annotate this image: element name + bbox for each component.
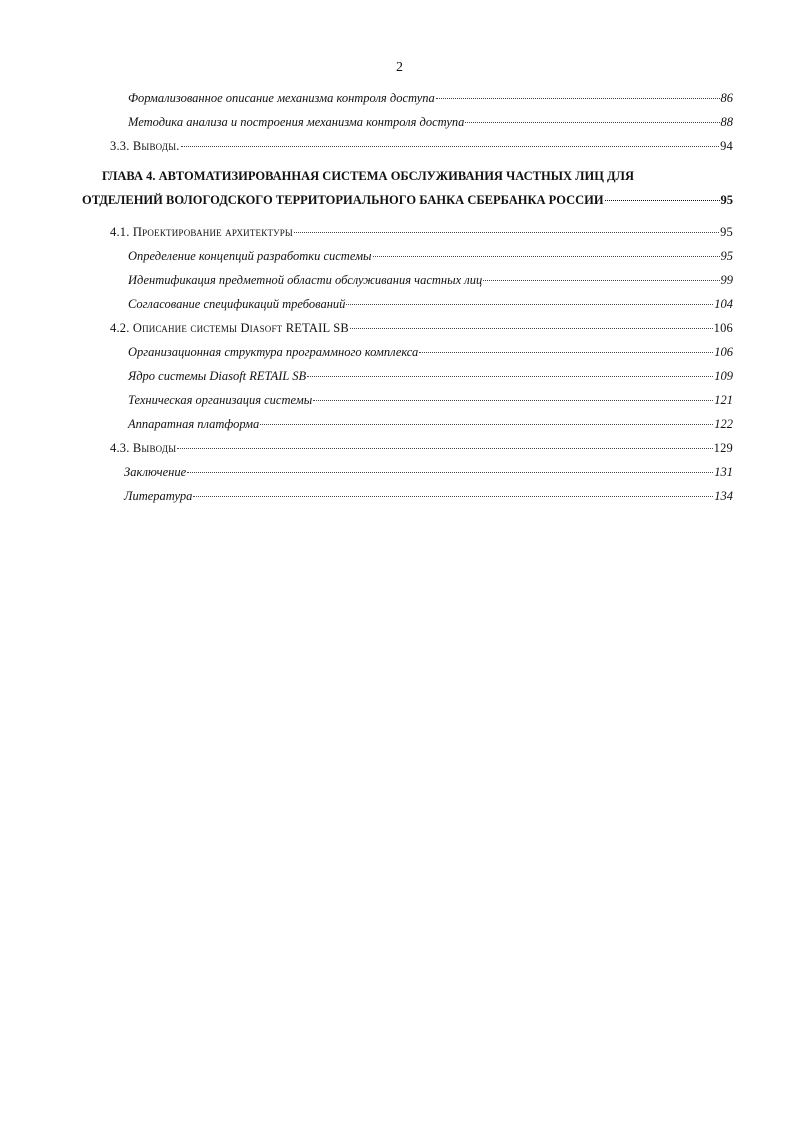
toc-entry[interactable] bbox=[128, 248, 733, 264]
toc-entry-title: Литература bbox=[124, 489, 193, 503]
toc-entry-title: Формализованное описание механизма контроля доступа bbox=[128, 91, 435, 105]
toc-entry[interactable] bbox=[110, 440, 733, 456]
toc-leader bbox=[436, 98, 720, 99]
toc-entry-page: 129 bbox=[713, 441, 733, 455]
chapter-heading[interactable] bbox=[82, 164, 733, 212]
toc-leader bbox=[187, 472, 713, 473]
toc-entry-title: 4.2. Описание системы Diasoft RETAIL SB bbox=[110, 321, 349, 335]
toc-leader bbox=[605, 200, 720, 201]
toc-leader bbox=[373, 256, 720, 257]
toc-entry-title: Идентификация предметной области обслуживания частных лиц bbox=[128, 273, 483, 287]
toc-entry-title: Аппаратная платформа bbox=[128, 417, 260, 431]
toc-entry[interactable] bbox=[128, 114, 733, 130]
toc-entry-title: Организационная структура программного комплекса bbox=[128, 345, 419, 359]
toc-entry[interactable] bbox=[128, 416, 733, 432]
toc-entry-title: Ядро системы Diasoft RETAIL SB bbox=[128, 369, 307, 383]
toc-entry[interactable] bbox=[128, 344, 733, 360]
toc-leader bbox=[346, 304, 713, 305]
toc-entry-page: 134 bbox=[714, 489, 733, 503]
toc-leader bbox=[177, 448, 712, 449]
toc-leader bbox=[181, 146, 719, 147]
toc-entry-page: 122 bbox=[714, 417, 733, 431]
toc-entry[interactable] bbox=[124, 464, 733, 480]
toc-entry-page: 106 bbox=[713, 321, 733, 335]
toc-leader bbox=[307, 376, 713, 377]
toc-entry[interactable] bbox=[110, 320, 733, 336]
toc-entry-page: 121 bbox=[714, 393, 733, 407]
toc-entry[interactable] bbox=[110, 224, 733, 240]
toc-leader bbox=[483, 280, 719, 281]
chapter-heading-line1: ГЛАВА 4. АВТОМАТИЗИРОВАННАЯ СИСТЕМА ОБСЛУЖИВАНИЯ ЧАСТНЫХ ЛИЦ ДЛЯ bbox=[102, 169, 634, 183]
toc-leader bbox=[193, 496, 713, 497]
toc-entry-page: 131 bbox=[714, 465, 733, 479]
toc-entry-page: 94 bbox=[720, 139, 733, 153]
toc-leader bbox=[419, 352, 713, 353]
toc-entry[interactable] bbox=[128, 272, 733, 288]
toc-leader bbox=[465, 122, 719, 123]
toc-entry[interactable] bbox=[128, 368, 733, 384]
toc-entry[interactable] bbox=[124, 488, 733, 504]
toc-entry-page: 86 bbox=[720, 91, 733, 105]
toc-entry-title: 3.3. Выводы. bbox=[110, 139, 180, 153]
toc-entry[interactable] bbox=[128, 392, 733, 408]
toc-entry[interactable] bbox=[128, 90, 733, 106]
toc-entry-title: Согласование спецификаций требований bbox=[128, 297, 346, 311]
toc-entry-title: Заключение bbox=[124, 465, 187, 479]
toc-entry-title: Определение концепций разработки системы bbox=[128, 249, 372, 263]
toc-entry-title: 4.1. Проектирование архитектуры bbox=[110, 225, 293, 239]
toc-entry-title: 4.3. Выводы bbox=[110, 441, 177, 455]
toc-entry-page: 95 bbox=[720, 249, 733, 263]
chapter-heading-page: 95 bbox=[720, 193, 733, 207]
toc-leader bbox=[313, 400, 713, 401]
toc-entry-title: Техническая организация системы bbox=[128, 393, 313, 407]
toc-leader bbox=[260, 424, 713, 425]
chapter-heading-line2: ОТДЕЛЕНИЙ ВОЛОГОДСКОГО ТЕРРИТОРИАЛЬНОГО БАНКА СБЕРБАНКА РОССИИ bbox=[82, 193, 604, 207]
toc-entry-page: 106 bbox=[714, 345, 733, 359]
chapter-heading-line2-row bbox=[82, 188, 733, 212]
toc-entry-page: 109 bbox=[714, 369, 733, 383]
toc-leader bbox=[350, 328, 713, 329]
toc-entry-page: 99 bbox=[720, 273, 733, 287]
toc-entry[interactable] bbox=[110, 138, 733, 154]
toc-entry-page: 88 bbox=[720, 115, 733, 129]
toc-entry[interactable] bbox=[128, 296, 733, 312]
toc-entry-page: 104 bbox=[714, 297, 733, 311]
toc-entry-page: 95 bbox=[720, 225, 733, 239]
page-number: 2 bbox=[396, 60, 403, 75]
toc-entry-title: Методика анализа и построения механизма контроля доступа bbox=[128, 115, 465, 129]
toc-leader bbox=[294, 232, 719, 233]
